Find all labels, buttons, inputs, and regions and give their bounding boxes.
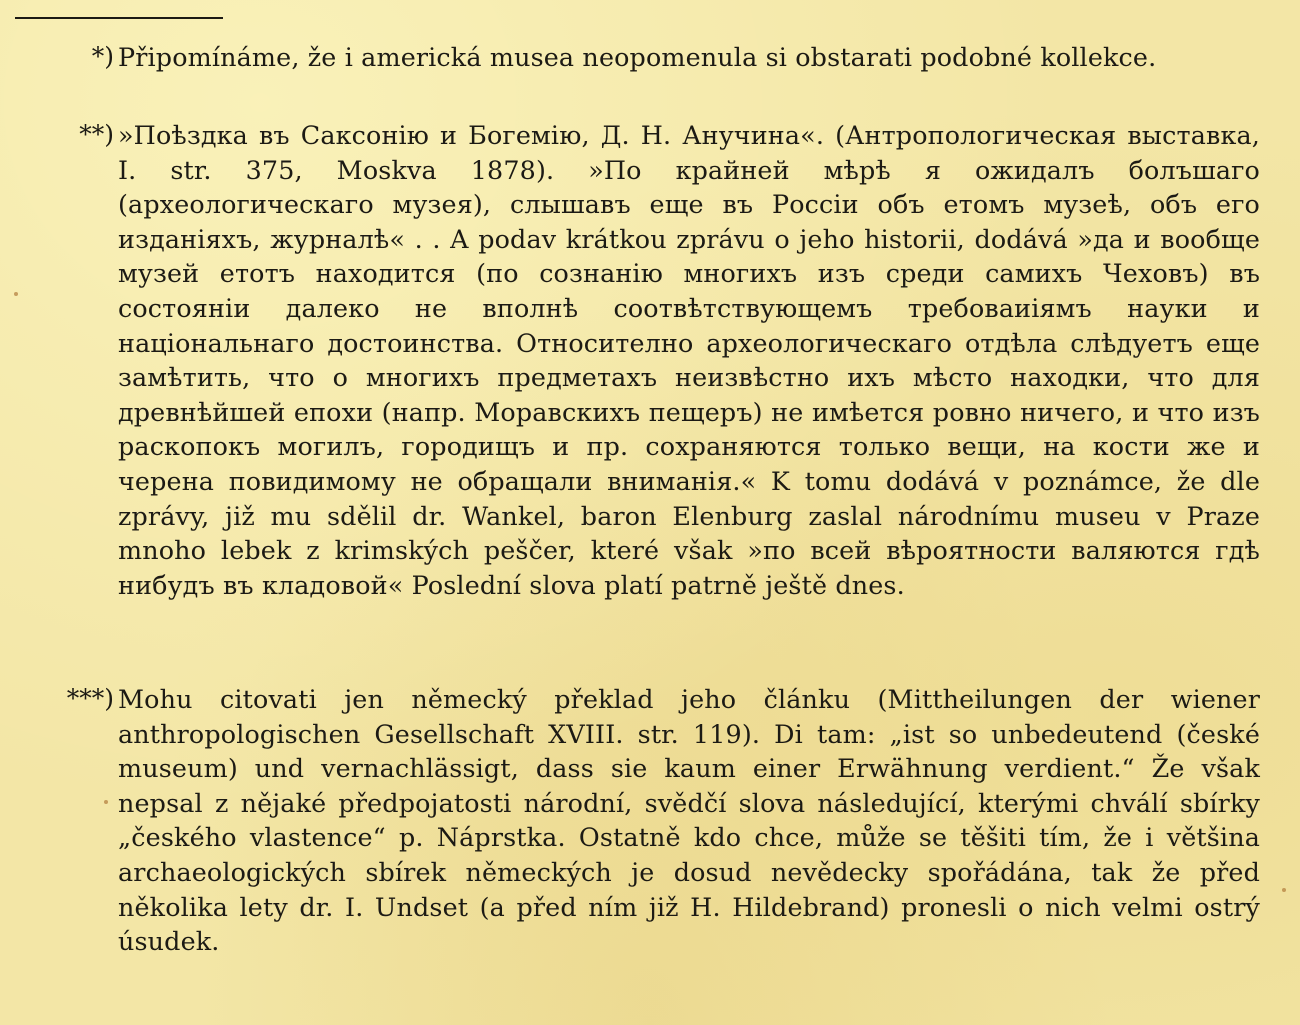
paper-speck [1282, 888, 1286, 892]
footnote-marker-1: *) [91, 42, 114, 71]
footnote-text-3: Mohu citovati jen německý překlad jeho článku (Mittheilungen der wiener anthropologischen Gesellschaft XVIII. str. 119). Di tam: „ist so unbedeutend (české museum) und vernachlässigt, dass sie kaum einer Erwähnung verdient.“ Že však nepsal z nějaké předpojatosti národní, svědčí slova následující, kterými chválí sbírky „českého vlastence“ p. Náprstka. Ostatně kdo chce, může se těšiti tím, že i většina archaeologických sbírek německých je dosud nevědecky spořádána, tak že před několika lety dr. I. Undset (a před ním již H. Hildebrand) pronesli o nich velmi ostrý úsudek. [118, 684, 1260, 957]
footnote-separator-rule [15, 17, 223, 19]
footnote-marker-2: **) [79, 120, 114, 149]
paper-speck [104, 800, 108, 804]
footnote-text-1: Připomínáme, že i americká musea neopomenula si obstarati podobné kollekce. [118, 42, 1157, 72]
paper-speck [14, 292, 18, 296]
footnote-marker-3: ***) [66, 684, 114, 713]
footnote-text-2: »Поѣздка въ Саксонію и Богемію, Д. Н. Анучина«. (Антропологическая выставка, I. str. 375, Moskva 1878). »По крайней мѣрѣ я ожидалъ болъшаго (археологическаго музея), слышавъ еще въ Россіи объ етомъ музеѣ, объ его изданіяхъ, журналѣ« . . A podav krátkou zprávu o jeho historii, dodává »да и вообще музей етотъ находится (по сознанію многихъ изъ среди самихъ Чеховъ) въ состояніи далеко не вполнѣ соотвѣтствующемъ требоваиіямъ науки и національнаго достоинства. Относително археологическаго отдѣла слѣдуетъ еще замѣтить, что о многихъ предметахъ неизвѣстно ихъ мѣсто находки, что для древнѣйшей епохи (напр. Моравскихъ пещеръ) не имѣется ровно ничего, и что изъ раскопокъ могилъ, городищъ и пр. сохраняются только вещи, на кости же и черена повидимому не обращали вниманія.« K tomu dodává v poznámce, že dle zprávy, již mu sdělil dr. Wankel, baron Elenburg zaslal národnímu museu v Praze mnoho lebek z krimských peščer, které však »по всей вѣроятности валяются гдѣ нибудъ въ кладовой« Poslední slova platí patrně ještě dnes. [118, 120, 1260, 600]
